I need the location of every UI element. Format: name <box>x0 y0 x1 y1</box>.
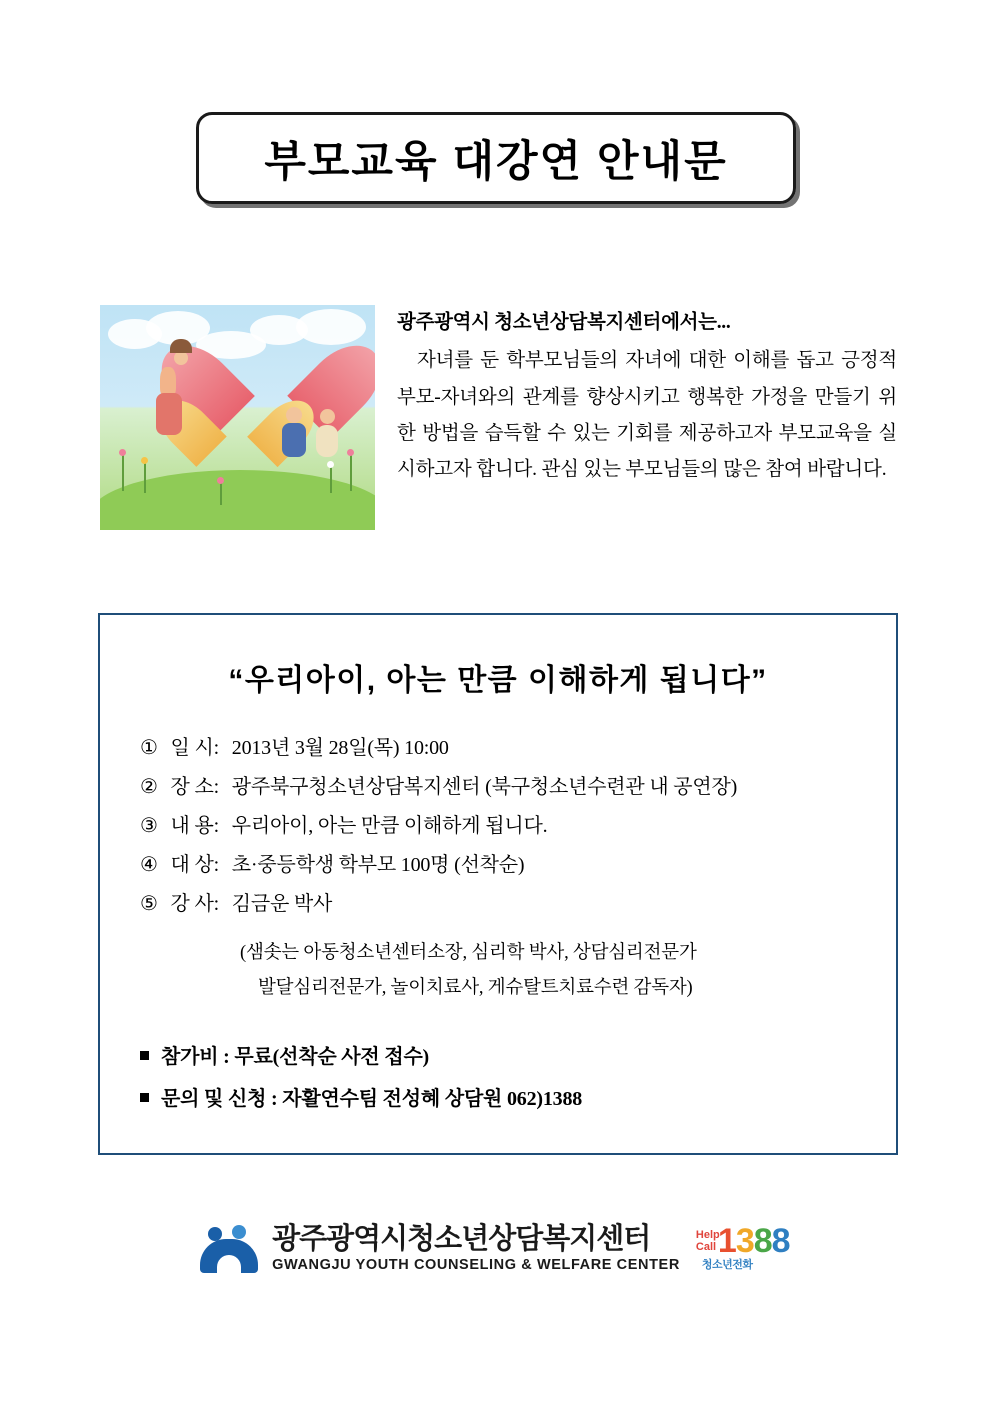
page-title: 부모교육 대강연 안내문 <box>264 137 728 186</box>
intro-section <box>100 305 900 530</box>
title-banner <box>196 112 796 204</box>
item-value: 광주북구청소년상담복지센터 (북구청소년수련관 내 공연장) <box>231 776 738 798</box>
event-details-box <box>98 613 898 1155</box>
item-number: ① <box>140 737 158 759</box>
item-label: 일 시: <box>170 737 219 759</box>
hotline-1388-logo <box>696 1222 792 1276</box>
help-call-label: Help Call <box>695 1229 720 1253</box>
item-label: 강 사: <box>170 893 219 915</box>
center-logo-icon <box>200 1225 258 1273</box>
item-number: ② <box>140 776 158 798</box>
event-headline: “우리아이, 아는 만큼 이해하게 됩니다” <box>228 664 768 697</box>
list-item <box>140 885 896 924</box>
item-value: 2013년 3월 28일(목) 10:00 <box>231 737 449 759</box>
item-label: 대 상: <box>170 854 219 876</box>
hotline-digit-2: 3 <box>735 1222 754 1260</box>
item-number: ⑤ <box>140 893 158 915</box>
item-label: 내 용: <box>170 815 219 837</box>
center-name-kr: 광주광역시청소년상담복지센터 <box>272 1223 651 1256</box>
item-label: 장 소: <box>170 776 219 798</box>
item-value: 김금운 박사 <box>231 893 333 915</box>
hotline-digit-3: 8 <box>753 1222 772 1260</box>
list-item <box>140 846 896 885</box>
center-name-en: GWANGJU YOUTH COUNSELING & WELFARE CENTER <box>272 1257 680 1274</box>
list-item <box>140 729 896 768</box>
title-box <box>196 112 796 204</box>
bullet-square-icon <box>140 1093 149 1102</box>
item-number: ④ <box>140 854 158 876</box>
bullet-square-icon <box>140 1051 149 1060</box>
footer-logo-bar <box>0 1222 992 1276</box>
center-name-block <box>272 1225 680 1273</box>
note-fee-text: 참가비 : 무료(선착순 사전 접수) <box>161 1046 430 1069</box>
note-contact-text: 문의 및 신청 : 자활연수팀 전성혜 상담원 062)1388 <box>161 1088 583 1111</box>
item-number: ③ <box>140 815 158 837</box>
list-item <box>140 768 896 807</box>
item-value: 우리아이, 아는 만큼 이해하게 됩니다. <box>231 815 548 837</box>
hotline-subtitle: 청소년전화 <box>701 1259 753 1271</box>
hotline-digit-1: 1 <box>717 1222 736 1260</box>
list-item <box>140 807 896 846</box>
notes-block <box>140 1036 896 1120</box>
note-contact <box>140 1078 896 1120</box>
family-heart-illustration <box>100 305 375 530</box>
event-detail-list <box>140 729 896 924</box>
item-value: 초·중등학생 학부모 100명 (선착순) <box>231 854 525 876</box>
note-fee <box>140 1036 896 1078</box>
lecturer-detail-line-1: (샘솟는 아동청소년센터소장, 심리학 박사, 상담심리전문가 <box>240 943 697 963</box>
intro-body: 자녀를 둔 학부모님들의 자녀에 대한 이해를 돕고 긍정적 부모-자녀와의 관계를 향상시키고 행복한 가정을 만들기 위한 방법을 습득할 수 있는 기회를 제공하고자 부모교육을 실시하고자 합니다. 관심 있는 부모님들의 많은 참여 바랍니다. <box>397 350 897 481</box>
hotline-digit-4: 8 <box>771 1222 790 1260</box>
intro-heading: 광주광역시 청소년상담복지센터에서는... <box>397 312 731 333</box>
heart-small-icon <box>196 401 278 479</box>
intro-text-block <box>397 305 897 488</box>
lecturer-detail-line-2: 발달심리전문가, 놀이치료사, 게슈탈트치료수련 감독자) <box>258 978 693 999</box>
